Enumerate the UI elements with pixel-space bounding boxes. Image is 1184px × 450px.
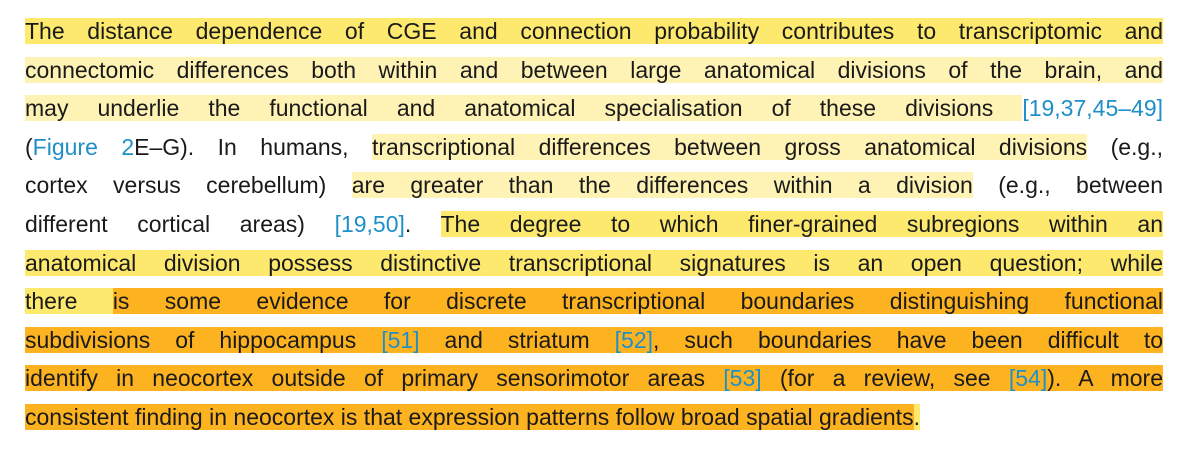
paragraph-line [25,89,1163,128]
highlighted-text: are greater than the differences within a division [351,172,973,199]
citation-link[interactable]: [52] [614,326,654,353]
highlighted-text: . [913,403,920,430]
paragraph-line [25,359,1163,398]
paragraph-line [25,128,1163,167]
highlighted-text: there [25,288,113,315]
highlighted-text: , such [653,326,758,353]
paragraph-line [25,205,1163,244]
highlighted-text: (for a review, see [761,365,1009,392]
document-paragraph [25,12,1163,437]
highlighted-text: boundaries have been difficult to [757,326,1164,353]
citation-link[interactable]: Figure 2 [32,133,135,160]
text-span: (e.g., between [972,172,1164,199]
paragraph-line [25,398,1163,437]
highlighted-text: anatomical division possess distinctive transcriptional signatures is an open question; while [25,249,1163,276]
highlighted-text: ). A more [1047,365,1163,392]
text-span: (e.g., [1087,133,1164,160]
citation-link[interactable]: [53] [723,365,762,392]
highlighted-text: The degree to which finer-grained subregions within an [440,210,1164,237]
text-span: ( [25,133,33,160]
citation-link[interactable]: [19,50] [334,210,405,237]
highlighted-text: may underlie the functional and anatomical specialisation of these divisions [25,95,1023,122]
citation-link[interactable]: [51] [381,326,420,353]
highlighted-text: transcriptional differences between gross anatomical divisions [371,133,1088,160]
highlighted-text: subdivisions of hippocampus [25,326,382,353]
highlighted-text: is some evidence for discrete transcriptional boundaries distinguishing functional [112,288,1163,315]
text-span: different cortical areas) [25,210,335,237]
citation-link[interactable]: [54] [1008,365,1048,392]
paragraph-line [25,166,1163,205]
text-span: . [404,210,441,237]
paragraph-line [25,12,1163,51]
paragraph-line [25,51,1163,90]
highlighted-text: The distance dependence of CGE and connection probability contributes to transcriptomic and [25,18,1163,44]
citation-link[interactable]: [19,37,45–49] [1022,95,1163,122]
highlighted-text: and striatum [419,326,615,353]
highlighted-text: connectomic differences both within and between large anatomical divisions of the brain, and [25,56,1163,83]
highlighted-text: consistent finding in neocortex is that expression patterns follow broad spatial gradients [25,403,914,430]
paragraph-line [25,321,1163,360]
highlighted-text: identify in neocortex outside of primary sensorimotor areas [25,365,724,392]
text-span: E–G). In humans, [134,133,372,160]
paragraph-line [25,244,1163,283]
paragraph-line [25,282,1163,321]
text-span: cortex versus cerebellum) [25,172,352,199]
